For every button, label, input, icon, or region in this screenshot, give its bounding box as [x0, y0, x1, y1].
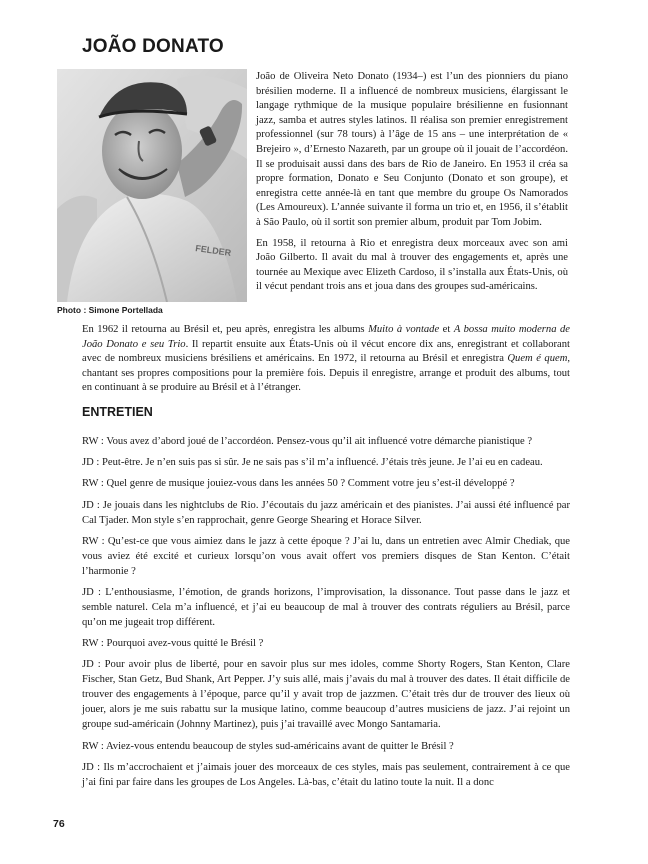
- interview-line: JD : Pour avoir plus de liberté, pour en savoir plus sur mes idoles, comme Shorty Rogers, Stan Kenton, Clare Fischer, Stan Getz, Bud Shank, Art Pepper. J’y suis allé, mais j’avais du mal à trouver des dates. Il était difficile de trouver des engagements à l’époque, parce qu’il y avait trop de jazzmen. C’était très dur de trouver des lieux où jouer, alors je me suis rabattu sur la musique latino, comme beaucoup d’autres musiciens de jazz. J’ai rejoint un groupe sud-américain (Johnny Martinez), puis j’ai travaillé avec Mongo Santamaria.: [82, 659, 570, 731]
- portrait-photo: [57, 69, 247, 302]
- photo-credit: Photo : Simone Portellada: [57, 305, 163, 315]
- interview-line: JD : L’enthousiasme, l’émotion, de grands horizons, l’improvisation, la dissonance. Tout passe dans le jazz et semble naturel. Cela m’a influencé, et j’ai eu beaucoup de mal à trouver des contrats réguliers au Brésil, parce qu’on me jugeait trop différent.: [82, 586, 570, 628]
- bio-text: et: [439, 324, 454, 335]
- interview-line: RW : Quel genre de musique jouiez-vous dans les années 50 ? Comment votre jeu s’est-il développé ?: [82, 478, 515, 490]
- section-heading: ENTRETIEN: [82, 405, 153, 419]
- bio-paragraph-2: En 1958, il retourna à Rio et enregistra deux morceaux avec son ami João Gilberto. Il avait du mal à trouver des engagements et, après une tournée au Mexique avec Elizeth Cardoso, il s’installa aux États-Unis, où il vécut pendant trois ans et joua dans des groupes sud-américains.: [256, 237, 568, 293]
- album-title: Muito à vontade: [368, 324, 440, 335]
- interview-line: JD : Ils m’accrochaient et j’aimais jouer des morceaux de ces styles, mais pas seulement, contrairement à ce que j’ai fini par faire dans les groupes de Los Angeles. Là-bas, c’était du latino toute la nuit. Il a donc: [82, 761, 570, 788]
- album-title: A bossa muito moderna de João Donato e seu Trio: [82, 324, 570, 350]
- interview-line: RW : Aviez-vous entendu beaucoup de styles sud-américains avant de quitter le Brésil ?: [82, 740, 454, 752]
- album-title: Quem é quem: [507, 353, 568, 365]
- shirt-logo-text: FELDER: [194, 243, 232, 258]
- bio-text: , chantant ses propres compositions pour la première fois. Depuis il enregistre, arrange et produit des albums, tout en continuant à se produire au Brésil et à l’étranger.: [82, 353, 570, 394]
- bio-text: En 1962 il retourna au Brésil et, peu après, enregistra les albums: [82, 324, 369, 335]
- interview-line: RW : Qu’est-ce que vous aimiez dans le jazz à cette époque ? J’ai lu, dans un entretien avec Almir Chediak, que vous aviez été excité et curieux lorsqu’on vous avait offert vos premiers disques de Stan Kenton. C’était l’harmonie ?: [82, 535, 570, 577]
- bio-paragraph-3: [82, 323, 570, 396]
- interview-line: JD : Peut-être. Je n’en suis pas si sûr. Je ne sais pas s’il m’a influencé. J’étais très jeune. Je l’ai eu en cadeau.: [82, 457, 543, 469]
- interview-line: RW : Pourquoi avez-vous quitté le Brésil ?: [82, 638, 264, 650]
- interview-line: RW : Vous avez d’abord joué de l’accordéon. Pensez-vous qu’il ait influencé votre démarche pianistique ?: [82, 436, 533, 447]
- interview-line: JD : Je jouais dans les nightclubs de Rio. J’écoutais du jazz américain et des pianistes. J’ai aussi été influencé par Cal Tjader. Mon style s’en rapprochait, genre George Shearing et Horace Silver.: [82, 499, 570, 526]
- page-title: JOÃO DONATO: [82, 36, 224, 57]
- bio-paragraph-1: João de Oliveira Neto Donato (1934–) est l’un des pionniers du piano brésilien moderne. Il a influencé de nombreux musiciens, élargissant le langage rythmique de la musique populaire brésilienne en fusionnant jazz, samba et autres styles latinos. Il réalisa son premier enregistrement professionnel (sur 78 tours) à l’âge de 15 ans – une interprétation de « Brejeiro », d’Ernesto Nazareth, par un groupe où il jouait de l’accordéon. Il se produisait aussi dans des bars de Rio de Janeiro. En 1953 il créa sa propre formation, Donato e Seu Conjunto (Donato et son groupe), et enregistra cette année-là en tant que membre du groupe Os Namorados (Les Amoureux). L’année suivante il forma un trio et, en 1956, il s’établit à São Paulo, où il sortit son premier album, produit par Tom Jobim.: [256, 71, 568, 228]
- biography-column: [256, 70, 568, 301]
- page-number: 76: [53, 818, 65, 830]
- interview-body: [82, 434, 570, 796]
- bio-text: . Il repartit ensuite aux États-Unis où il vécut encore dix ans, enregistrant et collaborant avec de nombreux musiciens brésiliens et américains. En 1972, il retourna au Brésil et enregistra: [82, 338, 570, 365]
